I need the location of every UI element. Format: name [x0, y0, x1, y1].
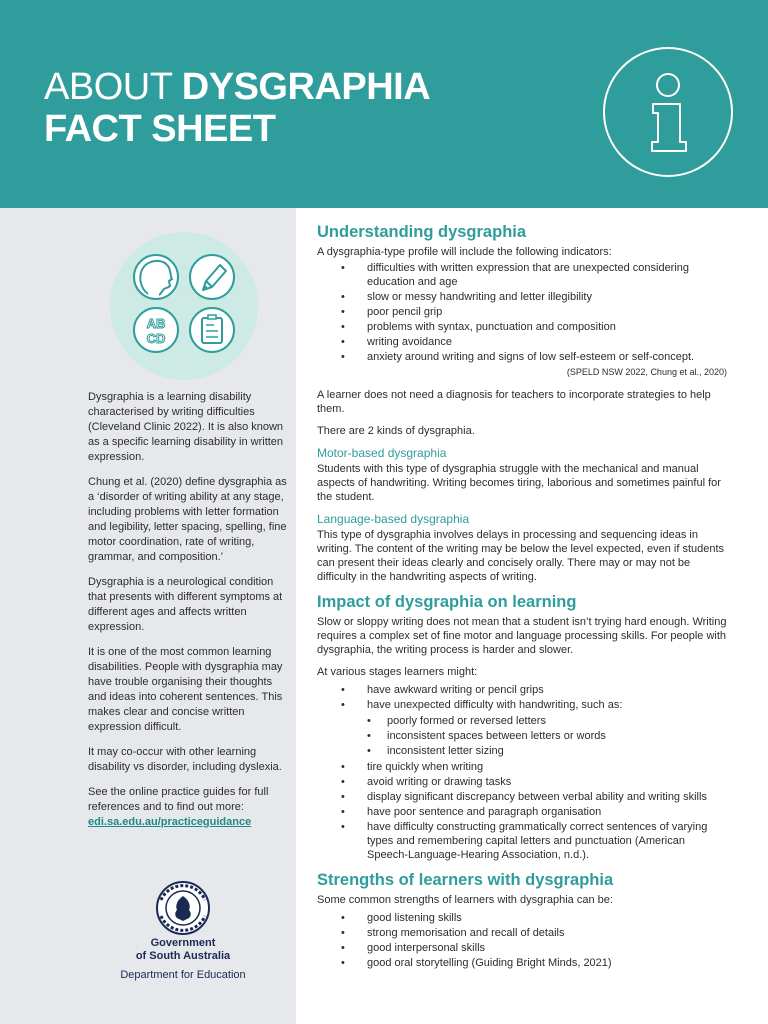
svg-text:CD: CD — [146, 331, 166, 346]
title-light: ABOUT — [44, 66, 182, 108]
citation: (SPELD NSW 2022, Chung et al., 2020) — [566, 367, 727, 377]
impact-heading: Impact of dysgraphia on learning — [317, 593, 577, 611]
sidebar-paragraph: Dysgraphia is a neurological condition that presents with different symptoms at different ages and affects written expression. — [88, 576, 283, 633]
title-bold-2: FACT SHEET — [44, 108, 276, 150]
more-info-label: See the online practice guides for full references and to find out more: — [88, 786, 269, 813]
strengths-heading: Strengths of learners with dysgraphia — [317, 871, 614, 889]
list-item: • anxiety around writing and signs of low self-esteem or self-concept. — [341, 350, 727, 364]
checklist-icon — [190, 308, 234, 352]
title-bold-1: DYSGRAPHIA — [181, 66, 431, 108]
diagnosis-paragraph: A learner does not need a diagnosis for teachers to incorporate strategies to help them. — [317, 389, 711, 415]
abcd-letters-icon — [134, 308, 178, 352]
list-item: • avoid writing or drawing tasks — [341, 775, 727, 789]
list-item: • difficulties with written expression that are unexpected considering education and age — [341, 261, 727, 289]
language-heading: Language-based dysgraphia — [317, 512, 470, 526]
list-item: • poor pencil grip — [341, 305, 727, 319]
sub-list-item: • inconsistent spaces between letters or words — [367, 729, 727, 743]
sidebar-paragraph: Dysgraphia is a learning disability characterised by writing difficulties (Cleveland Clinic 2022). It is also known as a specific learning disability in written expression. — [88, 391, 284, 463]
page-title — [44, 66, 430, 150]
motor-heading: Motor-based dysgraphia — [317, 446, 447, 460]
stages-paragraph: At various stages learners might: — [317, 666, 478, 678]
sidebar-paragraph: It is one of the most common learning disabilities. People with dysgraphia may have trouble organising their thoughts and ideas into coherent sentences. This makes clear and concise written expression difficult. — [88, 646, 283, 733]
list-item: • slow or messy handwriting and letter illegibility — [341, 290, 727, 304]
practice-guidance-link[interactable]: edi.sa.edu.au/practiceguidance — [88, 816, 252, 828]
list-item-text: have unexpected difficulty with handwriting, such as: — [367, 699, 623, 711]
more-info-text — [88, 785, 288, 830]
sidebar-text — [88, 390, 288, 830]
pencil-icon — [190, 255, 234, 299]
svg-text:AB: AB — [146, 316, 166, 331]
sub-list-item: • inconsistent letter sizing — [367, 744, 727, 758]
head-profile-icon — [134, 255, 178, 299]
list-item: • tire quickly when writing — [341, 760, 727, 774]
strengths-list — [341, 911, 727, 970]
list-item: • display significant discrepancy between verbal ability and writing skills — [341, 790, 727, 804]
info-icon — [603, 47, 733, 177]
impact-list — [341, 683, 727, 862]
list-item: • have difficulty constructing grammatically correct sentences of varying types and remembering capital letters and punctuation (American Speech-Language-Hearing Association, n.d.). — [341, 820, 727, 862]
understanding-heading: Understanding dysgraphia — [317, 223, 527, 241]
motor-text: Students with this type of dysgraphia struggle with the mechanical and manual aspects of handwriting. Writing becomes tiring, laborious and sometimes painful for the student. — [317, 463, 721, 503]
government-line-1: Government — [150, 937, 216, 949]
header-banner — [0, 0, 768, 208]
list-item: • problems with syntax, punctuation and composition — [341, 320, 727, 334]
understanding-intro: A dysgraphia-type profile will include the following indicators: — [317, 246, 612, 258]
list-item: • have poor sentence and paragraph organisation — [341, 805, 727, 819]
sub-list — [367, 714, 727, 758]
illustration-disc — [110, 232, 258, 380]
list-item: • good interpersonal skills — [341, 941, 727, 955]
language-text: This type of dysgraphia involves delays in processing and sequencing ideas in writing. The content of the writing may be below the level expected, even if students can present their ideas clearly and concisely orally. There may or may not be difficulty in the handwriting aspects of writing. — [317, 529, 725, 583]
strengths-intro: Some common strengths of learners with dysgraphia can be: — [317, 894, 613, 906]
main-content — [317, 222, 727, 972]
kinds-paragraph: There are 2 kinds of dysgraphia. — [317, 425, 475, 437]
south-australia-crest-icon — [153, 880, 213, 941]
list-item: • good listening skills — [341, 911, 727, 925]
government-name — [120, 937, 246, 963]
impact-paragraph: Slow or sloppy writing does not mean that a student isn’t trying hard enough. Writing requires a complex set of fine motor and language processing skills. For people with dysgraphia, the writing process is harder and slower. — [317, 616, 727, 656]
sub-list-item: • poorly formed or reversed letters — [367, 714, 727, 728]
list-item: • have awkward writing or pencil grips — [341, 683, 727, 697]
list-item: • good oral storytelling (Guiding Bright Minds, 2021) — [341, 956, 727, 970]
sidebar-paragraph: Chung et al. (2020) define dysgraphia as a ‘disorder of writing ability at any stage, including problems with letter formation and legibility, letter spacing, spelling, fine motor coordination, rate of writing, grammar, and composition.’ — [88, 476, 287, 563]
department-name: Department for Education — [120, 969, 246, 981]
list-item: • writing avoidance — [341, 335, 727, 349]
government-line-2: of South Australia — [135, 950, 231, 962]
indicator-list — [341, 261, 727, 364]
sidebar-paragraph: It may co-occur with other learning disability vs disorder, including dyslexia. — [88, 746, 282, 773]
list-item — [341, 698, 727, 758]
list-item: • strong memorisation and recall of details — [341, 926, 727, 940]
